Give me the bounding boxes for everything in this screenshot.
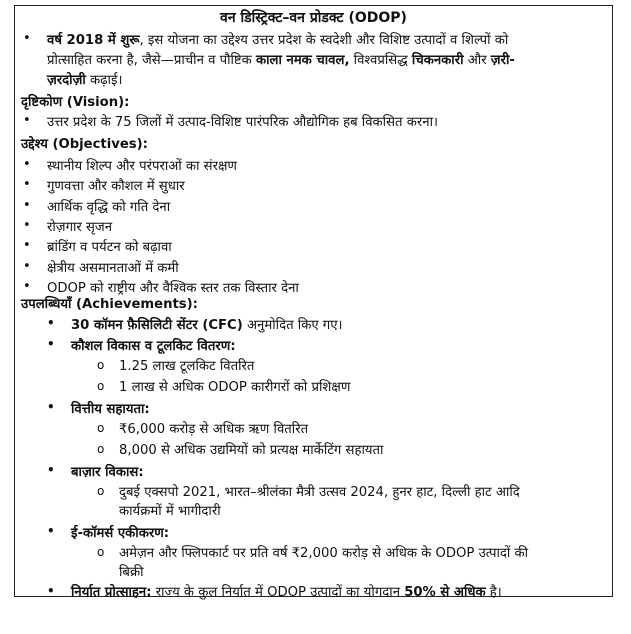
objective-item: क्षेत्रीय असमानताओं में कमी	[47, 260, 179, 276]
export-text: है।	[485, 585, 502, 600]
bullet-icon: •	[47, 584, 55, 598]
market-line-1: दुबई एक्सपो 2021, भारत–श्रीलंका मैत्री उत्सव 2024, हुनर हाट, दिल्ली हाट आदि	[119, 485, 520, 500]
export-item	[71, 582, 502, 600]
bullet-icon: •	[47, 316, 55, 330]
intro-text: विश्वप्रसिद्ध	[349, 53, 412, 68]
bullet-icon: •	[23, 113, 31, 128]
bullet-icon: •	[47, 463, 55, 477]
skill-item: 1.25 लाख टूलकिट वितरित	[119, 359, 255, 374]
circle-bullet-icon: o	[97, 484, 105, 498]
bullet-icon: •	[47, 400, 55, 414]
bullet-icon: •	[23, 278, 31, 294]
bullet-icon: •	[23, 238, 31, 254]
bullet-icon: •	[23, 177, 31, 193]
ecom-line-2: बिक्री	[119, 565, 144, 580]
finance-heading: वित्तीय सहायता:	[71, 402, 150, 417]
market-line-2: कार्यक्रमों में भागीदारी	[119, 504, 221, 519]
skill-heading: कौशल विकास व टूलकिट वितरण:	[71, 339, 236, 354]
achievements-heading: उपलब्धियाँ (Achievements):	[21, 297, 198, 312]
bullet-icon: •	[23, 31, 31, 46]
ecom-heading: ई-कॉमर्स एकीकरण:	[71, 526, 170, 541]
bullet-icon: •	[23, 197, 31, 213]
intro-text: प्रोत्साहित करना है, जैसे—प्राचीन व पौष्टिक	[47, 53, 256, 68]
circle-bullet-icon: o	[97, 379, 105, 393]
cfc-highlight: 30 कॉमन फ़ैसिलिटी सेंटर (CFC)	[71, 318, 243, 333]
objective-item: स्थानीय शिल्प और परंपराओं का संरक्षण	[47, 159, 237, 174]
objective-item: रोज़गार सृजन	[47, 219, 113, 235]
circle-bullet-icon: o	[97, 545, 105, 559]
export-highlight: 50% से अधिक	[404, 585, 486, 600]
skill-item: 1 लाख से अधिक ODOP कारीगरों को प्रशिक्षण	[119, 380, 351, 395]
market-heading: बाज़ार विकास:	[71, 465, 144, 480]
intro-text: , इस योजना का उद्देश्य उत्तर प्रदेश के स्वदेशी और विशिष्ट उत्पादों व शिल्पों को	[139, 33, 509, 48]
export-heading: निर्यात प्रोत्साहन:	[71, 585, 152, 600]
intro-highlight: काला नमक चावल,	[255, 53, 350, 68]
intro-highlight: ज़री-	[490, 53, 515, 68]
objective-item: ब्रांडिंग व पर्यटन को बढ़ावा	[47, 240, 172, 256]
objectives-heading: उद्देश्य (Objectives):	[21, 137, 148, 152]
intro-highlight: चिकनकारी	[411, 53, 464, 68]
odop-info-box	[14, 5, 613, 600]
intro-start-year: वर्ष 2018 में शुरू	[47, 33, 140, 48]
circle-bullet-icon: o	[97, 421, 105, 435]
export-text: राज्य के कुल निर्यात में ODOP उत्पादों का योगदान	[151, 585, 405, 600]
intro-line-1	[47, 30, 508, 48]
intro-text: और	[463, 53, 491, 68]
bullet-icon: •	[23, 258, 31, 274]
cfc-text: अनुमोदित किए गए।	[242, 318, 343, 333]
finance-item: ₹6,000 करोड़ से अधिक ऋण वितरित	[119, 422, 309, 437]
finance-item: 8,000 से अधिक उद्यमियों को प्रत्यक्ष मार्केटिंग सहायता	[119, 443, 384, 458]
bullet-icon: •	[47, 337, 55, 351]
page-title: वन डिस्ट्रिक्ट–वन प्रोडक्ट (ODOP)	[220, 10, 407, 26]
bullet-icon: •	[47, 524, 55, 538]
vision-heading: दृष्टिकोण (Vision):	[21, 95, 130, 110]
intro-highlight: ज़रदोज़ी	[47, 73, 86, 88]
cfc-item	[71, 315, 343, 333]
circle-bullet-icon: o	[97, 442, 105, 456]
intro-line-3	[47, 70, 122, 88]
bullet-icon: •	[23, 217, 31, 233]
intro-text: कढ़ाई।	[85, 73, 123, 88]
objective-item: आर्थिक वृद्धि को गति देना	[47, 199, 171, 215]
ecom-line-1: अमेज़न और फ्लिपकार्ट पर प्रति वर्ष ₹2,000 करोड़ से अधिक के ODOP उत्पादों की	[119, 546, 529, 561]
intro-line-2	[47, 50, 515, 68]
objective-item: ODOP को राष्ट्रीय और वैश्विक स्तर तक विस्तार देना	[47, 280, 299, 296]
vision-item: उत्तर प्रदेश के 75 जिलों में उत्पाद-विशिष्ट पारंपरिक औद्योगिक हब विकसित करना।	[47, 115, 438, 130]
objective-item: गुणवत्ता और कौशल में सुधार	[47, 179, 185, 195]
circle-bullet-icon: o	[97, 358, 105, 372]
bullet-icon: •	[23, 157, 31, 172]
